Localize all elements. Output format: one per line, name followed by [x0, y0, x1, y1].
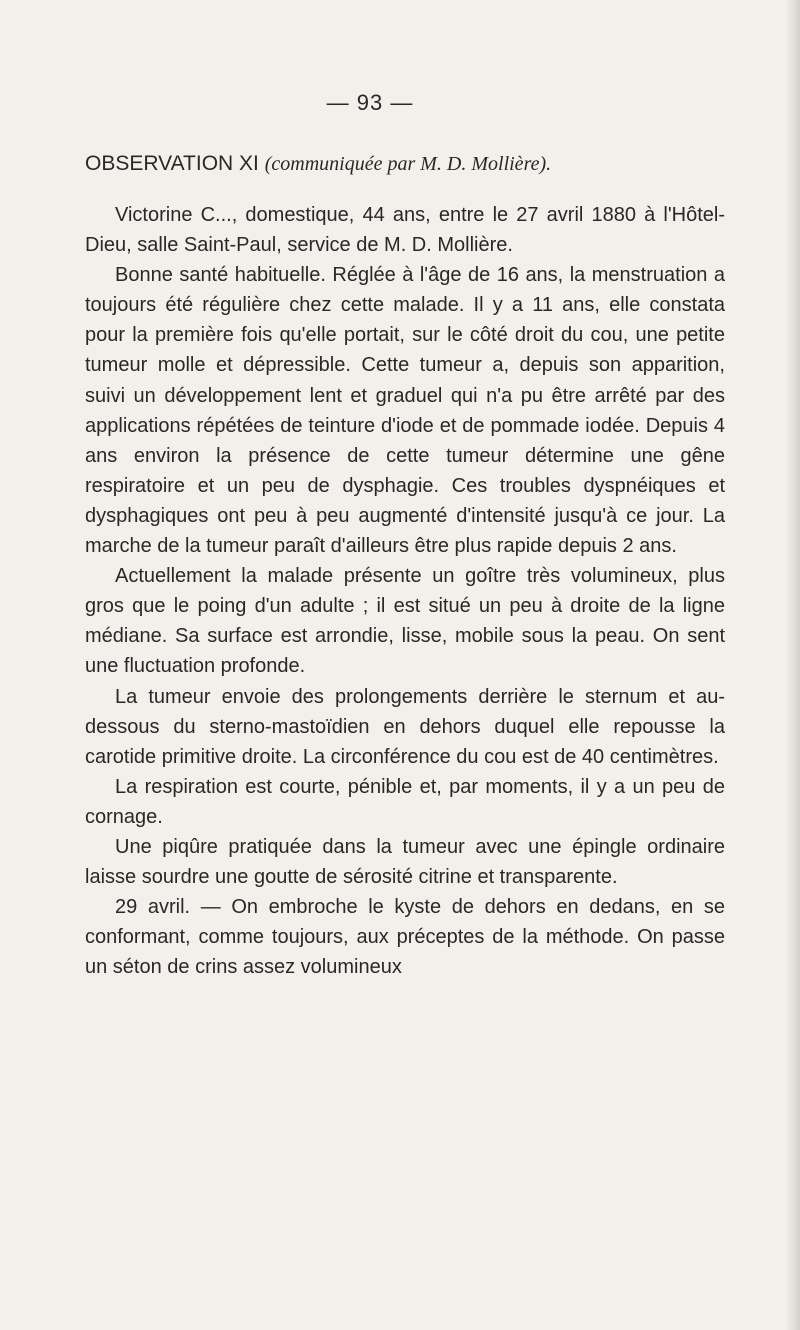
paragraph: Bonne santé habituelle. Réglée à l'âge de 16 ans, la menstruation a toujours été régulière chez cette malade. Il y a 11 ans, elle constata pour la première fois qu'elle portait, sur le côté droit du cou, une petite tumeur molle et dépressible. Cette tumeur a, depuis son apparition, suivi un développement lent et graduel qui n'a pu être arrêté par des applications répétées de teinture d'iode et de pommade iodée. Depuis 4 ans environ la présence de cette tumeur détermine une gêne respiratoire et un peu de dysphagie. Ces troubles dyspnéiques et dysphagiques ont peu à peu augmenté d'intensité jusqu'à ce jour. La marche de la tumeur paraît d'ailleurs être plus rapide depuis 2 ans. — [85, 264, 725, 558]
observation-attribution: (communiquée par M. D. Mollière). — [264, 153, 552, 175]
observation-title — [85, 152, 765, 176]
page-edge-shadow — [786, 0, 800, 1330]
observation-heading: OBSERVATION XI — [85, 152, 259, 175]
page-number: — 93 — — [326, 90, 414, 115]
paragraph: La tumeur envoie des prolongements derrière le sternum et au-dessous du sterno-mastoïdien en dehors duquel elle repousse la carotide primitive droite. La circonférence du cou est de 40 centimètres. — [85, 685, 725, 768]
body-text — [85, 200, 725, 982]
paragraph: La respiration est courte, pénible et, par moments, il y a un peu de cornage. — [85, 775, 725, 828]
paragraph: Une piqûre pratiquée dans la tumeur avec une épingle ordinaire laisse sourdre une goutte de sérosité citrine et transparente. — [85, 835, 725, 889]
paragraph: Victorine C..., domestique, 44 ans, entre le 27 avril 1880 à l'Hôtel-Dieu, salle Saint-Paul, service de M. D. Mollière. — [85, 204, 725, 257]
paragraph: 29 avril. — On embroche le kyste de dehors en dedans, en se conformant, comme toujours, aux préceptes de la méthode. On passe un séton de crins assez volumineux — [85, 896, 725, 979]
paragraph: Actuellement la malade présente un goître très volumineux, plus gros que le poing d'un adulte ; il est situé un peu à droite de la ligne médiane. Sa surface est arrondie, lisse, mobile sous la peau. On sent une fluctuation profonde. — [85, 565, 725, 678]
